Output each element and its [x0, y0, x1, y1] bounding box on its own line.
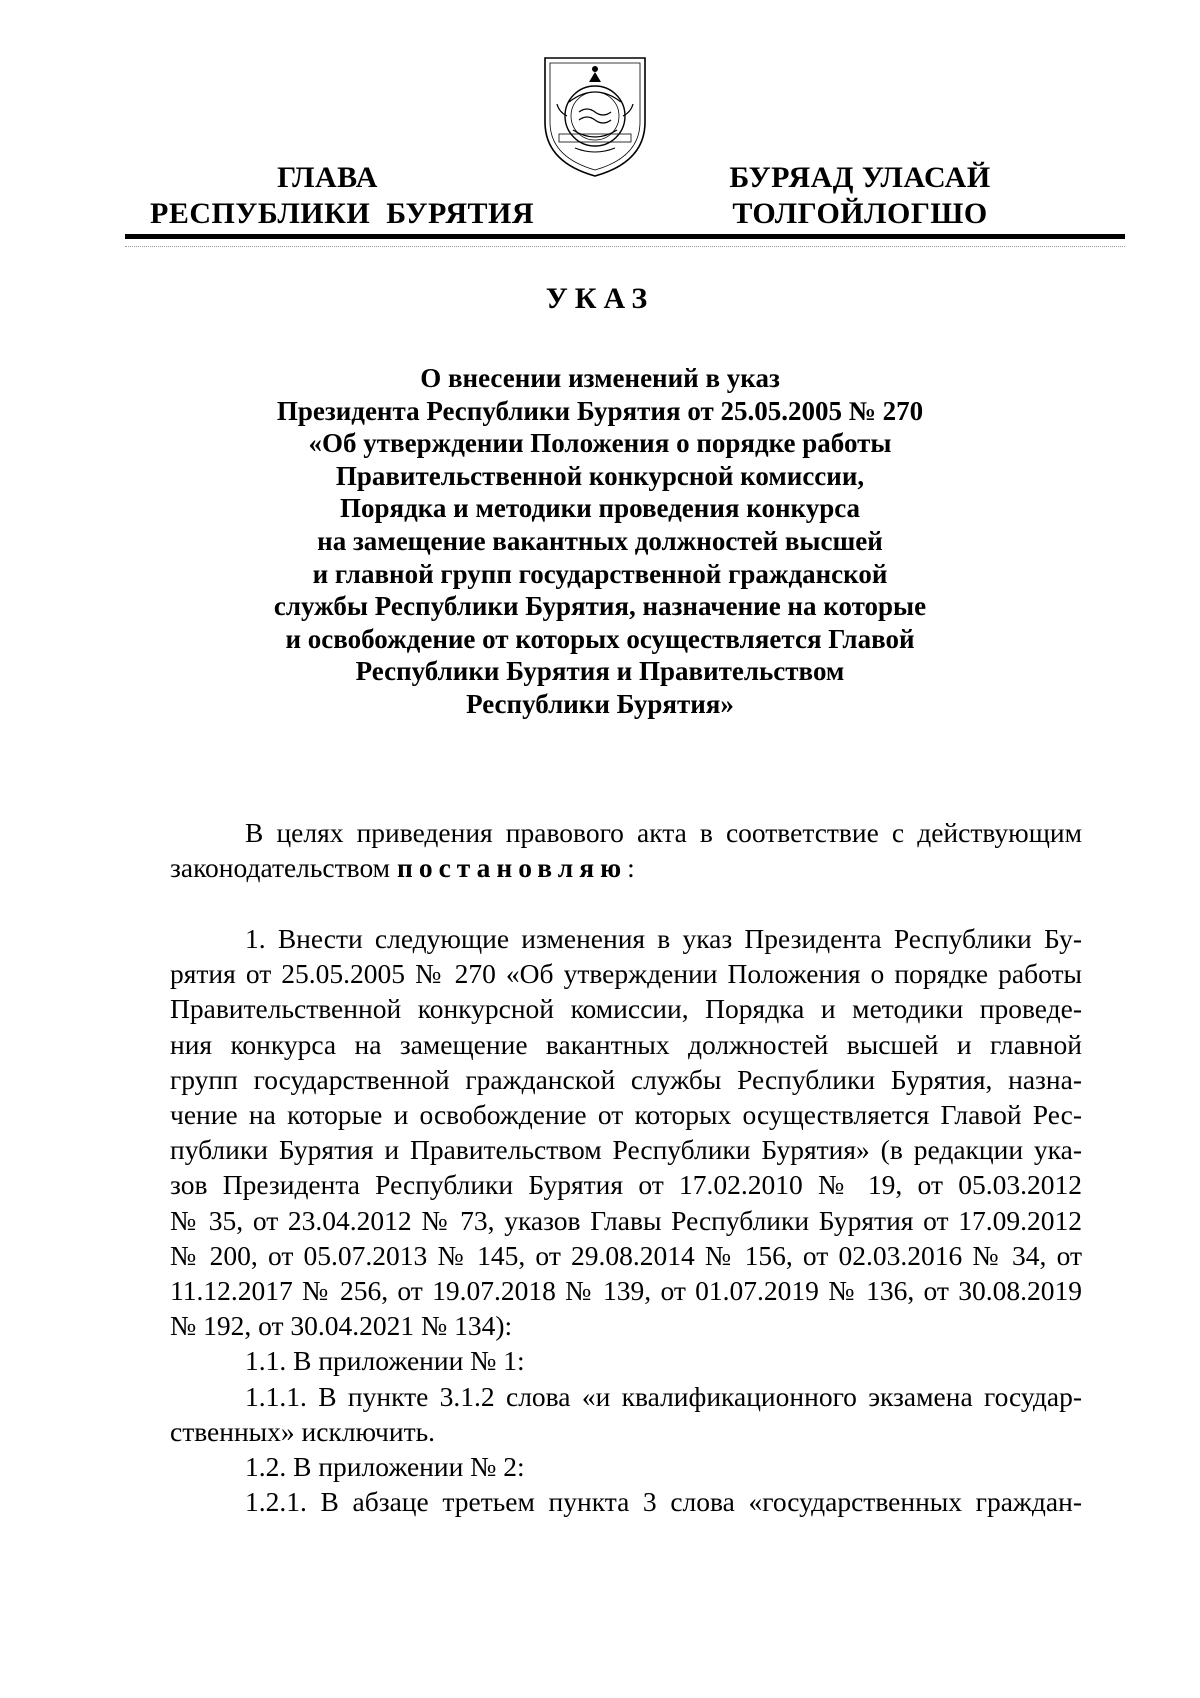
item-1-line: рятия от 25.05.2005 № 270 «Об утверждении Положения о порядке работы — [170, 958, 1082, 990]
item-1-line: ния конкурса на замещение вакантных должностей высшей и главной — [170, 1028, 1082, 1060]
decree-body — [170, 921, 1082, 1519]
item-1-line: чение на которые и освобождение от которых осуществляется Главой Рес- — [170, 1099, 1082, 1131]
item-1-2: 1.2. В приложении № 2: — [245, 1451, 525, 1483]
item-1-1-1-line: 1.1.1. В пункте 3.1.2 слова «и квалификационного экзамена государ- — [245, 1380, 1082, 1412]
title-line: Правительственной конкурсной комиссии, — [335, 460, 865, 491]
issuer-russian — [150, 160, 535, 232]
issuer-buryat-line2: ТОЛГОЙЛОГШО — [732, 197, 988, 230]
item-1-line: № 192, от 30.04.2021 № 134): — [170, 1310, 513, 1342]
preamble-paragraph — [170, 815, 1082, 885]
header-divider-thin — [125, 246, 1125, 247]
preamble-line: В целях приведения правового акта в соответствие с действующим — [245, 817, 1082, 848]
title-line: службы Республики Бурятия, назначение на которые — [273, 591, 927, 622]
preamble-text: законодательством — [170, 852, 397, 884]
item-1-line: № 200, от 05.07.2013 № 145, от 29.08.2014 № 156, от 02.03.2016 № 34, от — [170, 1239, 1082, 1271]
item-1-1: 1.1. В приложении № 1: — [245, 1345, 525, 1377]
item-1-line: Правительственной конкурсной комиссии, Порядка и методики проведе- — [170, 993, 1082, 1025]
item-1-line: 11.12.2017 № 256, от 19.07.2018 № 139, от 01.07.2019 № 136, от 30.08.2019 — [170, 1275, 1082, 1307]
coat-of-arms-icon — [539, 52, 651, 182]
title-line: на замещение вакантных должностей высшей — [317, 525, 883, 556]
title-line: О внесении изменений в указ — [420, 363, 780, 393]
preamble-line — [170, 850, 1082, 885]
issuer-buryat — [700, 160, 1020, 232]
issuer-russian-line1: ГЛАВА — [277, 161, 378, 194]
title-line: Республики Бурятия» — [466, 688, 734, 719]
issuer-russian-line2: РЕСПУБЛИКИ БУРЯТИЯ — [150, 197, 535, 230]
item-1-line: групп государственной гражданской службы Республики Бурятия, назна- — [170, 1063, 1082, 1095]
title-line: Республики Бурятия и Правительством — [355, 656, 845, 687]
resolving-word: постановляю — [396, 852, 628, 884]
item-1-line: публики Бурятия и Правительством Республики Бурятия» (в редакции ука- — [170, 1134, 1082, 1166]
title-line: Порядка и методики проведения конкурса — [339, 493, 861, 524]
preamble-colon: : — [627, 852, 635, 884]
item-1-line: 1. Внести следующие изменения в указ Президента Республики Бу- — [245, 923, 1082, 954]
title-line: и главной групп государственной гражданской — [312, 558, 888, 589]
decree-title — [150, 362, 1050, 721]
title-line: «Об утверждении Положения о порядке работы — [308, 428, 892, 459]
issuer-buryat-line1: БУРЯАД УЛАСАЙ — [729, 161, 991, 194]
document-type-heading: УКАЗ — [545, 282, 655, 315]
title-line: Президента Республики Бурятия от 25.05.2005 № 270 — [276, 395, 924, 426]
header-divider-thick — [125, 234, 1125, 239]
item-1-2-1-line: 1.2.1. В абзаце третьем пункта 3 слова «государственных граждан- — [245, 1486, 1082, 1518]
item-1-line: № 35, от 23.04.2012 № 73, указов Главы Республики Бурятия от 17.09.2012 — [170, 1204, 1082, 1236]
title-line: и освобождение от которых осуществляется Главой — [285, 623, 915, 654]
item-1-line: зов Президента Республики Бурятия от 17.02.2010 № 19, от 05.03.2012 — [170, 1169, 1082, 1201]
item-1-1-1-line: ственных» исключить. — [170, 1415, 436, 1447]
